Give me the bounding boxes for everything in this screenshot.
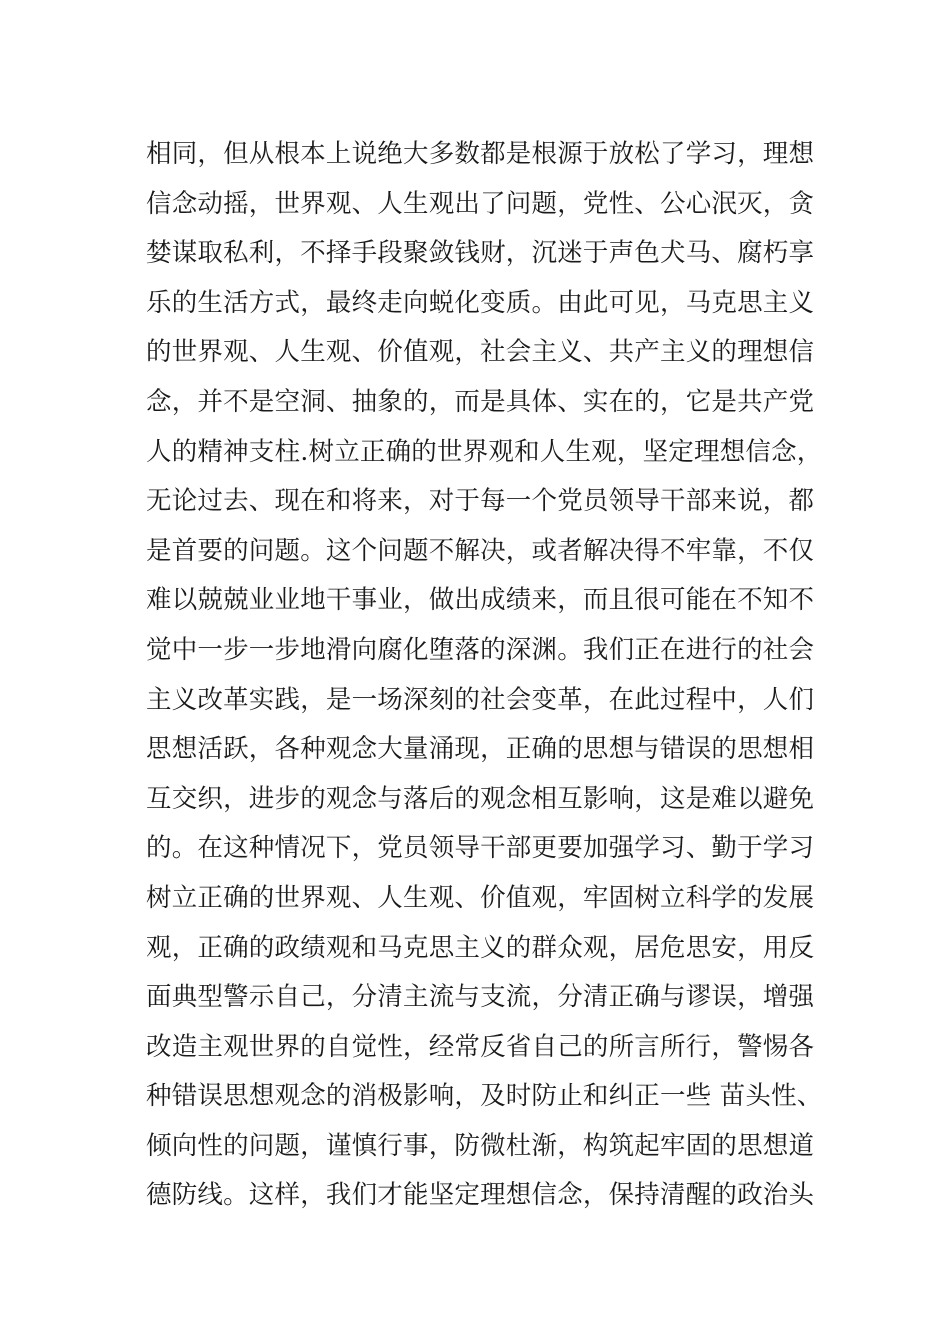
body-paragraph [146, 130, 836, 1221]
text-line: 念，并不是空洞、抽象的，而是具体、实在的，它是共产党 [146, 386, 815, 417]
text-line: 种错误思想观念的消极影响，及时防止和纠正一些 苗头性、 [146, 1081, 823, 1112]
text-line: 面典型警示自己，分清主流与支流，分清正确与谬误，增强 [146, 982, 815, 1013]
text-line: 无论过去、现在和将来，对于每一个党员领导干部来说，都 [146, 486, 815, 517]
text-line: 难以兢兢业业地干事业，做出成绩来，而且很可能在不知不 [146, 585, 815, 616]
text-line: 是首要的问题。这个问题不解决，或者解决得不牢靠，不仅 [146, 535, 815, 566]
text-line: 的。在这种情况下，党员领导干部更要加强学习、勤于学习 [146, 833, 815, 864]
text-line: 的世界观、人生观、价值观，社会主义、共产主义的理想信 [146, 337, 815, 368]
text-line: 主义改革实践，是一场深刻的社会变革，在此过程中，人们 [146, 684, 815, 715]
text-line: 乐的生活方式，最终走向蜕化变质。由此可见，马克思主义 [146, 287, 815, 318]
text-line: 德防线。这样，我们才能坚定理想信念，保持清醒的政治头 [146, 1180, 815, 1211]
text-line: 信念动摇，世界观、人生观出了问题，党性、公心泯灭，贪 [146, 188, 815, 219]
text-line: 相同，但从根本上说绝大多数都是根源于放松了学习，理想 [146, 139, 815, 169]
text-line: 思想活跃，各种观念大量涌现，正确的思想与错误的思想相 [146, 734, 815, 765]
text-line: 觉中一步一步地滑向腐化堕落的深渊。我们正在进行的社会 [146, 634, 815, 665]
text-line: 婪谋取私利，不择手段聚敛钱财，沉迷于声色犬马、腐朽享 [146, 238, 815, 269]
text-line: 互交织，进步的观念与落后的观念相互影响，这是难以避免 [146, 783, 815, 814]
text-line: 观，正确的政绩观和马克思主义的群众观，居危思安，用反 [146, 932, 815, 963]
text-line: 改造主观世界的自觉性，经常反省自己的所言所行，警惕各 [146, 1031, 815, 1062]
text-line: 树立正确的世界观、人生观、价值观，牢固树立科学的发展 [146, 882, 815, 913]
text-line: 人的精神支柱.树立正确的世界观和人生观，坚定理想信念， [146, 436, 823, 467]
text-line: 倾向性的问题，谨慎行事，防微杜渐，构筑起牢固的思想道 [146, 1130, 815, 1161]
